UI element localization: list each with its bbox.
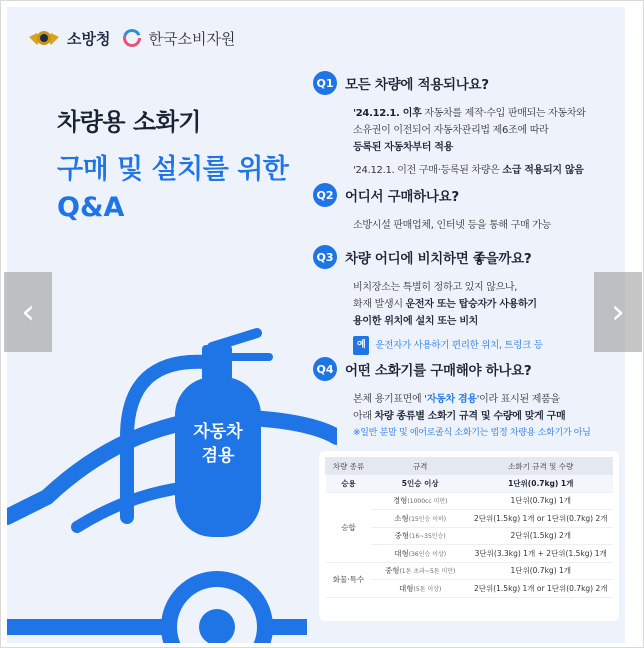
q3-question: 차량 어디에 비치하면 좋을까요? bbox=[345, 251, 532, 267]
qa-item-2 bbox=[313, 183, 613, 234]
chevron-left-icon: ‹ bbox=[21, 292, 35, 332]
q3-line3-bold: 용이한 위치에 설치 또는 비치 bbox=[353, 316, 479, 327]
spec-detail: (1톤 초과~5톤 미만) bbox=[399, 568, 456, 576]
q2-question: 어디서 구매하나요? bbox=[345, 189, 459, 205]
spec-main: 중형 bbox=[394, 531, 410, 541]
q1-badge: Q1 bbox=[313, 71, 337, 95]
q3-badge: Q3 bbox=[313, 245, 337, 269]
table-cell-qty: 1단위(0.7kg) 1개 bbox=[469, 475, 613, 493]
table-cell-type: 승용 bbox=[326, 475, 372, 493]
q1-line1-text: 자동차를 제작·수입 판매되는 자동차와 bbox=[421, 108, 586, 119]
table-cell-qty: 3단위(3.3kg) 1개 + 2단위(1.5kg) 1개 bbox=[469, 545, 613, 563]
table-cell-spec bbox=[371, 527, 469, 545]
spec-main: 중형 bbox=[384, 566, 400, 576]
qa-item-3 bbox=[313, 245, 613, 355]
q4-line2-text: 아래 bbox=[353, 411, 375, 422]
q4-line1-highlight: 자동차 겸용 bbox=[426, 394, 477, 405]
poster-image bbox=[7, 7, 625, 643]
spec-detail: (36인승 이상) bbox=[408, 550, 447, 558]
q1-line4-text: '24.12.1. 이전 구매·등록된 차량은 bbox=[353, 165, 503, 176]
spec-detail: (16~35인승) bbox=[409, 533, 446, 541]
table-cell-qty: 2단위(1.5kg) 2개 bbox=[469, 527, 613, 545]
car-extinguisher-icon bbox=[7, 327, 337, 643]
spec-main: 경형 bbox=[392, 496, 408, 506]
org2-name: 한국소비자원 bbox=[148, 29, 236, 48]
q3-line2-text: 화재 발생시 bbox=[353, 299, 406, 310]
q1-line3-bold: 등록된 자동차부터 적용 bbox=[353, 142, 453, 153]
example-text: 운전자가 사용하기 편리한 위치, 트렁크 등 bbox=[375, 340, 543, 351]
table-row bbox=[326, 475, 613, 493]
q1-answer bbox=[353, 105, 613, 179]
q1-line4-bold: 소급 적용되지 않음 bbox=[502, 165, 584, 176]
table-cell-spec bbox=[371, 545, 469, 563]
q1-line1-bold: '24.12.1. 이후 bbox=[353, 108, 422, 119]
consumer-agency-logo-icon bbox=[122, 28, 142, 48]
spec-detail: (1000cc 미만) bbox=[407, 498, 448, 506]
table-row bbox=[326, 562, 613, 580]
extinguisher-label bbox=[183, 420, 253, 468]
table-cell-type: 화물·특수 bbox=[326, 562, 372, 597]
spec-main: 5인승 이상 bbox=[401, 478, 439, 488]
q4-answer bbox=[353, 391, 613, 442]
table-cell-qty: 1단위(0.7kg) 1개 bbox=[469, 562, 613, 580]
example-badge: 예 bbox=[353, 336, 369, 355]
q1-question: 모든 차량에 적용되나요? bbox=[345, 77, 489, 93]
table-header-type: 차량 종류 bbox=[326, 458, 372, 475]
q4-line1-text2: '이라 표시된 제품을 bbox=[476, 394, 560, 405]
spec-main: 소형 bbox=[394, 513, 409, 523]
title-line3: Q&A bbox=[57, 192, 125, 223]
extinguisher-label-line2: 겸용 bbox=[201, 446, 235, 466]
logo-consumer-agency bbox=[122, 28, 235, 49]
table-header-spec: 규격 bbox=[371, 458, 469, 475]
table-cell-spec bbox=[371, 562, 469, 580]
q4-line1-text: 본체 용기표면에 ' bbox=[353, 394, 427, 405]
spec-main: 대형 bbox=[394, 548, 409, 558]
q2-answer bbox=[353, 217, 613, 234]
chevron-right-icon: › bbox=[611, 292, 625, 332]
table-cell-qty: 1단위(0.7kg) 1개 bbox=[469, 492, 613, 510]
q4-question: 어떤 소화기를 구매해야 하나요? bbox=[345, 363, 532, 379]
qa-item-4 bbox=[313, 357, 613, 442]
spec-detail: (15인승 이하) bbox=[408, 515, 447, 523]
title-line2: 구매 및 설치를 위한 bbox=[57, 154, 289, 185]
table-cell-qty: 2단위(1.5kg) 1개 or 1단위(0.7kg) 2개 bbox=[469, 510, 613, 528]
spec-detail: (5톤 이상) bbox=[413, 585, 442, 593]
table-cell-spec bbox=[371, 475, 469, 493]
q2-line1-text: 소방시설 판매업체, 인터넷 등을 통해 구매 가능 bbox=[353, 220, 551, 231]
qa-item-1 bbox=[313, 71, 613, 179]
next-image-button[interactable] bbox=[594, 272, 642, 352]
q4-line2-bold: 차량 종류별 소화기 규격 및 수량에 맞게 구매 bbox=[374, 411, 566, 422]
q1-line2-text: 소유권이 이전되어 자동차관리법 제6조에 따라 bbox=[353, 125, 549, 136]
table-cell-spec bbox=[371, 580, 469, 598]
title-block bbox=[57, 102, 288, 223]
spec-main: 대형 bbox=[399, 583, 414, 593]
q3-line2-bold: 운전자 또는 탑승자가 사용하기 bbox=[405, 299, 537, 310]
q3-answer bbox=[353, 279, 613, 355]
q3-line1-text: 비치장소는 특별히 정하고 있지 않으나, bbox=[353, 282, 518, 293]
car-extinguisher-illustration bbox=[7, 327, 337, 643]
table-row bbox=[326, 492, 613, 510]
fire-agency-emblem-icon bbox=[27, 27, 61, 49]
table-cell-type: 승합 bbox=[326, 492, 372, 562]
table-header-qty: 소화기 규격 및 수량 bbox=[469, 458, 613, 475]
title-line1: 차량용 소화기 bbox=[57, 108, 201, 136]
q4-badge: Q4 bbox=[313, 357, 337, 381]
table-cell-spec bbox=[371, 510, 469, 528]
q3-example bbox=[353, 336, 613, 355]
org1-name: 소방청 bbox=[67, 29, 111, 48]
table-cell-qty: 2단위(1.5kg) 1개 or 1단위(0.7kg) 2개 bbox=[469, 580, 613, 598]
extinguisher-spec-table bbox=[319, 451, 619, 621]
extinguisher-label-line1: 자동차 bbox=[193, 422, 243, 442]
prev-image-button[interactable] bbox=[4, 272, 52, 352]
q4-note: ※일반 분말 및 에어로졸식 소화기는 법정 차량용 소화기가 아님 bbox=[353, 428, 591, 438]
header-logos bbox=[27, 27, 235, 49]
logo-fire-agency bbox=[27, 27, 110, 49]
q2-badge: Q2 bbox=[313, 183, 337, 207]
table-cell-spec bbox=[371, 492, 469, 510]
